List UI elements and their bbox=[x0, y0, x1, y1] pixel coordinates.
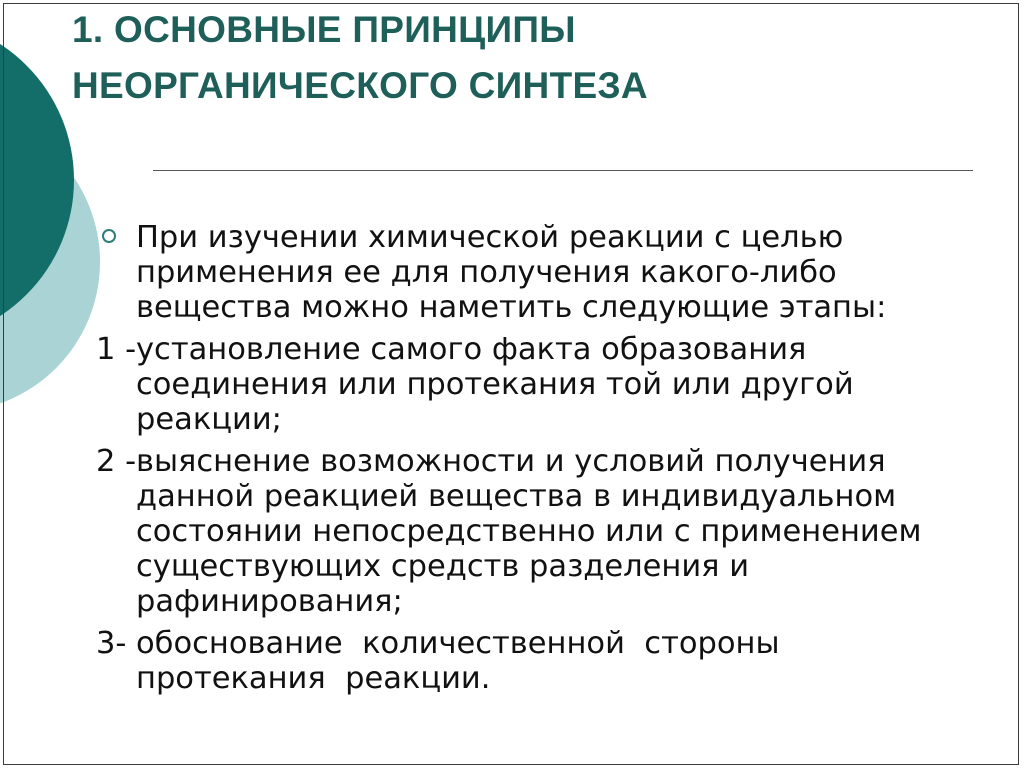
step-line: протекания реакции. bbox=[136, 661, 491, 696]
title-divider bbox=[153, 170, 973, 171]
step-1 bbox=[96, 332, 1021, 437]
step-line: реакции; bbox=[136, 402, 282, 437]
step-line: выяснение возможности и условий получения bbox=[136, 444, 886, 479]
step-line: рафинирования; bbox=[136, 584, 403, 619]
step-line: обоснование количественной стороны bbox=[136, 626, 780, 661]
step-3 bbox=[96, 626, 1021, 696]
title-line-1: 1. ОСНОВНЫЕ ПРИНЦИПЫ bbox=[72, 9, 576, 50]
step-2 bbox=[96, 444, 1021, 619]
intro-line: применения ее для получения какого-либо bbox=[136, 255, 837, 290]
hollow-circle-bullet-icon bbox=[102, 229, 116, 243]
step-line: установление самого факта образования bbox=[136, 332, 807, 367]
intro-line: вещества можно наметить следующие этапы: bbox=[136, 290, 887, 325]
step-number: 3- bbox=[96, 626, 127, 661]
content-body bbox=[96, 220, 1021, 703]
step-line: существующих средств разделения и bbox=[136, 549, 750, 584]
step-line: данной реакцией вещества в индивидуальном bbox=[136, 479, 897, 514]
intro-line: При изучении химической реакции с целью bbox=[136, 220, 844, 255]
step-line: соединения или протекания той или другой bbox=[136, 367, 854, 402]
step-number: 2 - bbox=[96, 444, 137, 479]
slide-title bbox=[72, 2, 648, 114]
title-line-2: НЕОРГАНИЧЕСКОГО СИНТЕЗА bbox=[72, 65, 648, 106]
step-number: 1 - bbox=[96, 332, 137, 367]
step-line: состоянии непосредственно или с применением bbox=[136, 514, 922, 549]
intro-paragraph bbox=[96, 220, 1021, 325]
